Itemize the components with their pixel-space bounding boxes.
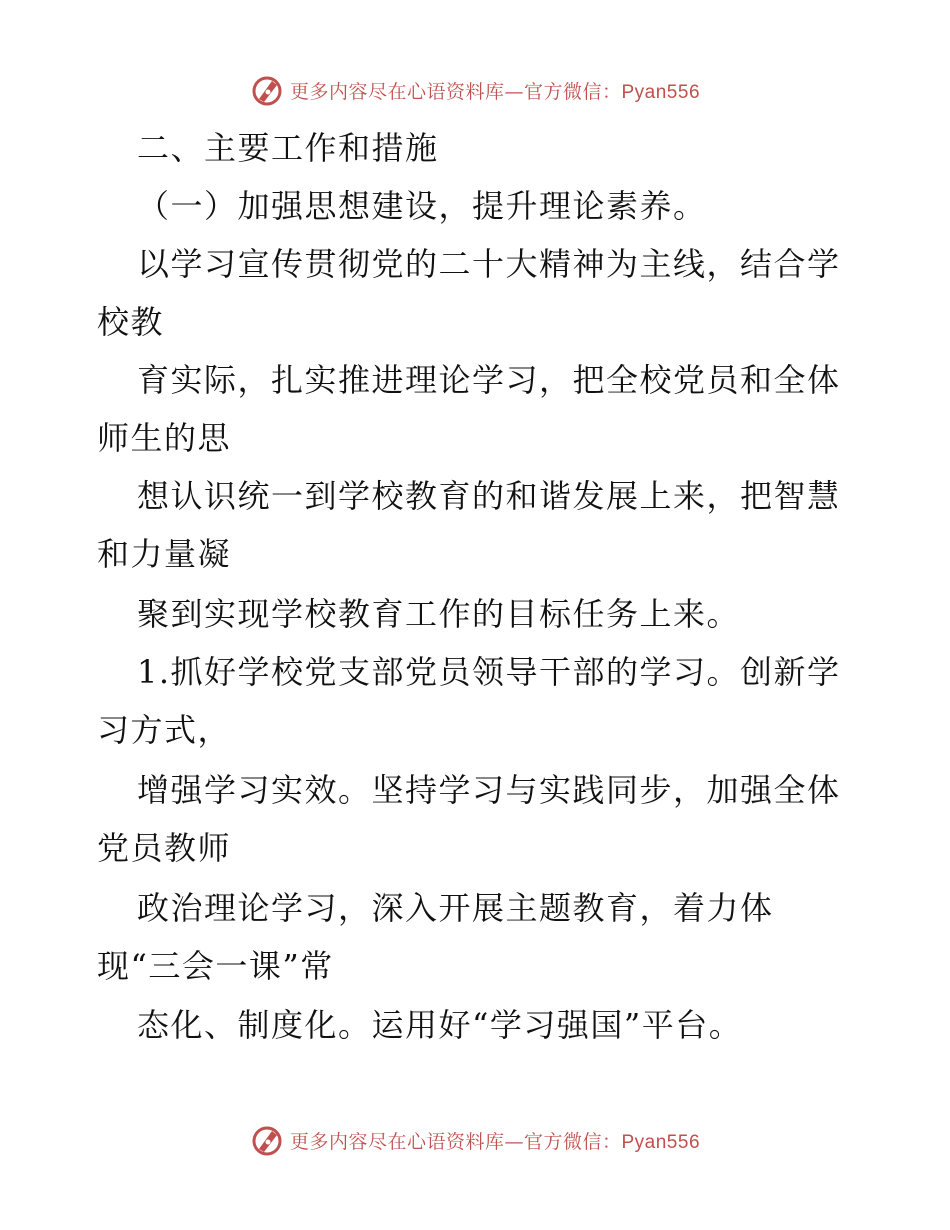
subsection-heading: （一）加强思想建设，提升理论素养。 bbox=[137, 187, 707, 225]
wechat-handle: Pyan556 bbox=[621, 1131, 701, 1153]
paragraph-line: 聚到实现学校教育工作的目标任务上来。 bbox=[137, 595, 741, 633]
wechat-handle: Pyan556 bbox=[621, 81, 701, 103]
list-item-line: 政治理论学习，深入开展主题教育，着力体 bbox=[137, 889, 774, 927]
watermark-text: 更多内容尽在心语资料库—官方微信：Pyan556 bbox=[289, 1130, 701, 1153]
footer-watermark bbox=[0, 1120, 950, 1160]
watermark-text: 更多内容尽在心语资料库—官方微信：Pyan556 bbox=[289, 80, 701, 103]
pen-nib-logo-icon bbox=[250, 1123, 284, 1157]
paragraph-line: 和力量凝 bbox=[97, 535, 232, 573]
paragraph-line: 师生的思 bbox=[97, 419, 232, 457]
list-item-line: 习方式， bbox=[97, 711, 232, 749]
paragraph-line: 以学习宣传贯彻党的二十大精神为主线，结合学 bbox=[137, 245, 841, 283]
paragraph-line: 想认识统一到学校教育的和谐发展上来，把智慧 bbox=[137, 477, 841, 515]
paragraph-line: 育实际，扎实推进理论学习，把全校党员和全体 bbox=[137, 361, 841, 399]
list-item-line: 党员教师 bbox=[97, 829, 232, 867]
section-heading: 二、主要工作和措施 bbox=[137, 129, 439, 167]
list-item-line: 1.抓好学校党支部党员领导干部的学习。创新学 bbox=[137, 653, 841, 691]
list-item-line: 增强学习实效。坚持学习与实践同步，加强全体 bbox=[137, 771, 841, 809]
list-item-line: 现“三会一课”常 bbox=[97, 947, 334, 985]
list-item-line: 态化、制度化。运用好“学习强国”平台。 bbox=[137, 1006, 743, 1044]
paragraph-line: 校教 bbox=[97, 303, 165, 341]
